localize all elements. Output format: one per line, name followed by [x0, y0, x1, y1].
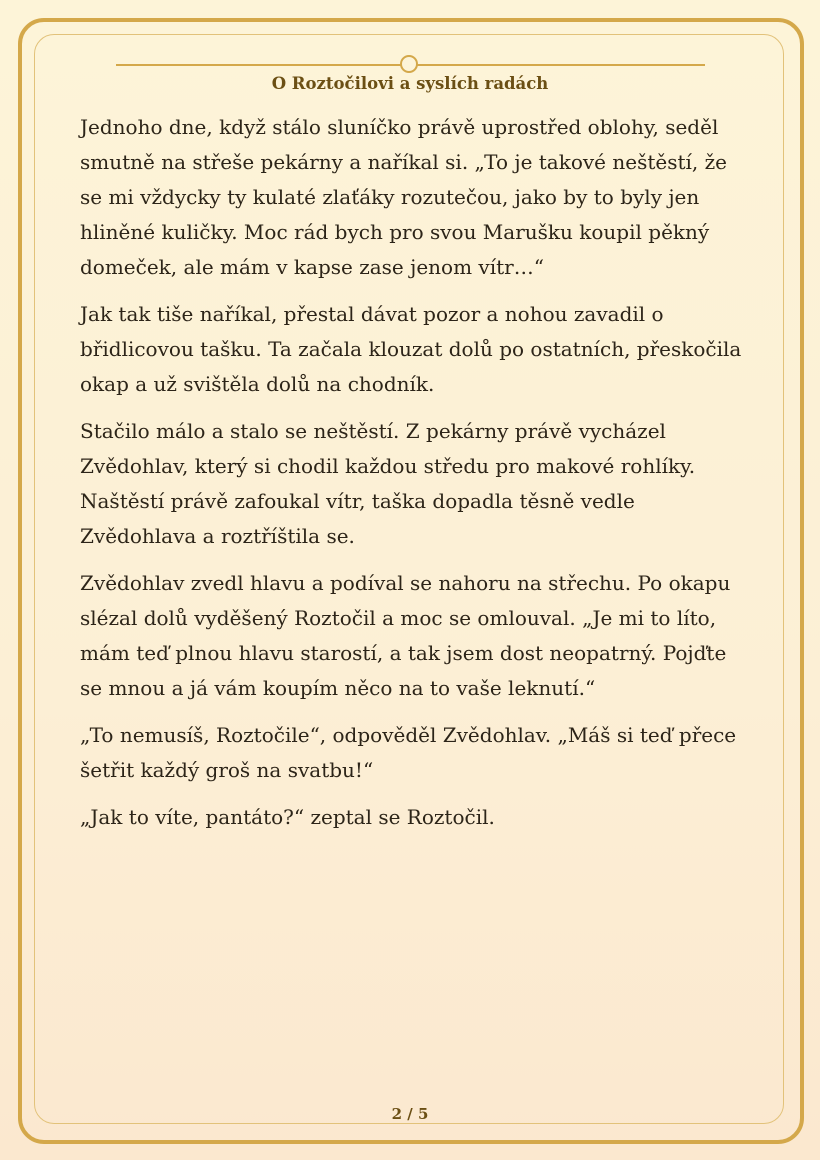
paragraph-5: „To nemusíš, Roztočile“, odpověděl Zvědohlav. „Máš si teď přece šetřit každý groš na svatbu!“ [80, 723, 737, 782]
paragraph-4: Zvědohlav zvedl hlavu a podíval se nahoru na střechu. Po okapu slézal dolů vyděšený Roztočil a moc se omlouval. „Je mi to líto, mám teď plnou hlavu starostí, a tak jsem dost neopatrný. Pojďte se mnou a já vám koupím něco na to vaše leknutí.“ [80, 571, 731, 700]
paragraph-2: Jak tak tiše naříkal, přestal dávat pozor a nohou zavadil o břidlicovou tašku. Ta začala klouzat dolů po ostatních, přeskočila okap a už svištěla dolů na chodník. [80, 302, 742, 396]
header-ornament-circle-icon [400, 55, 418, 73]
paragraph-3: Stačilo málo a stalo se neštěstí. Z pekárny právě vycházel Zvědohlav, který si chodil každou středu pro makové rohlíky. Naštěstí právě zafoukal vítr, taška dopadla těsně vedle Zvědohlava a roztříštila se. [80, 419, 696, 548]
chapter-title: O Roztočilovi a syslích radách [271, 74, 549, 93]
paragraph-6: „Jak to víte, pantáto?“ zeptal se Roztočil. [80, 805, 495, 829]
story-text [80, 110, 750, 847]
page-number: 2 / 5 [391, 1105, 429, 1123]
paragraph-1: Jednoho dne, když stálo sluníčko právě uprostřed oblohy, seděl smutně na střeše pekárny a naříkal si. „To je takové neštěstí, že se mi vždycky ty kulaté zlaťáky rozutečou, jako by to byly jen hliněné kuličky. Moc rád bych pro svou Marušku koupil pěkný domeček, ale mám v kapse zase jenom vítr…“ [80, 115, 728, 279]
